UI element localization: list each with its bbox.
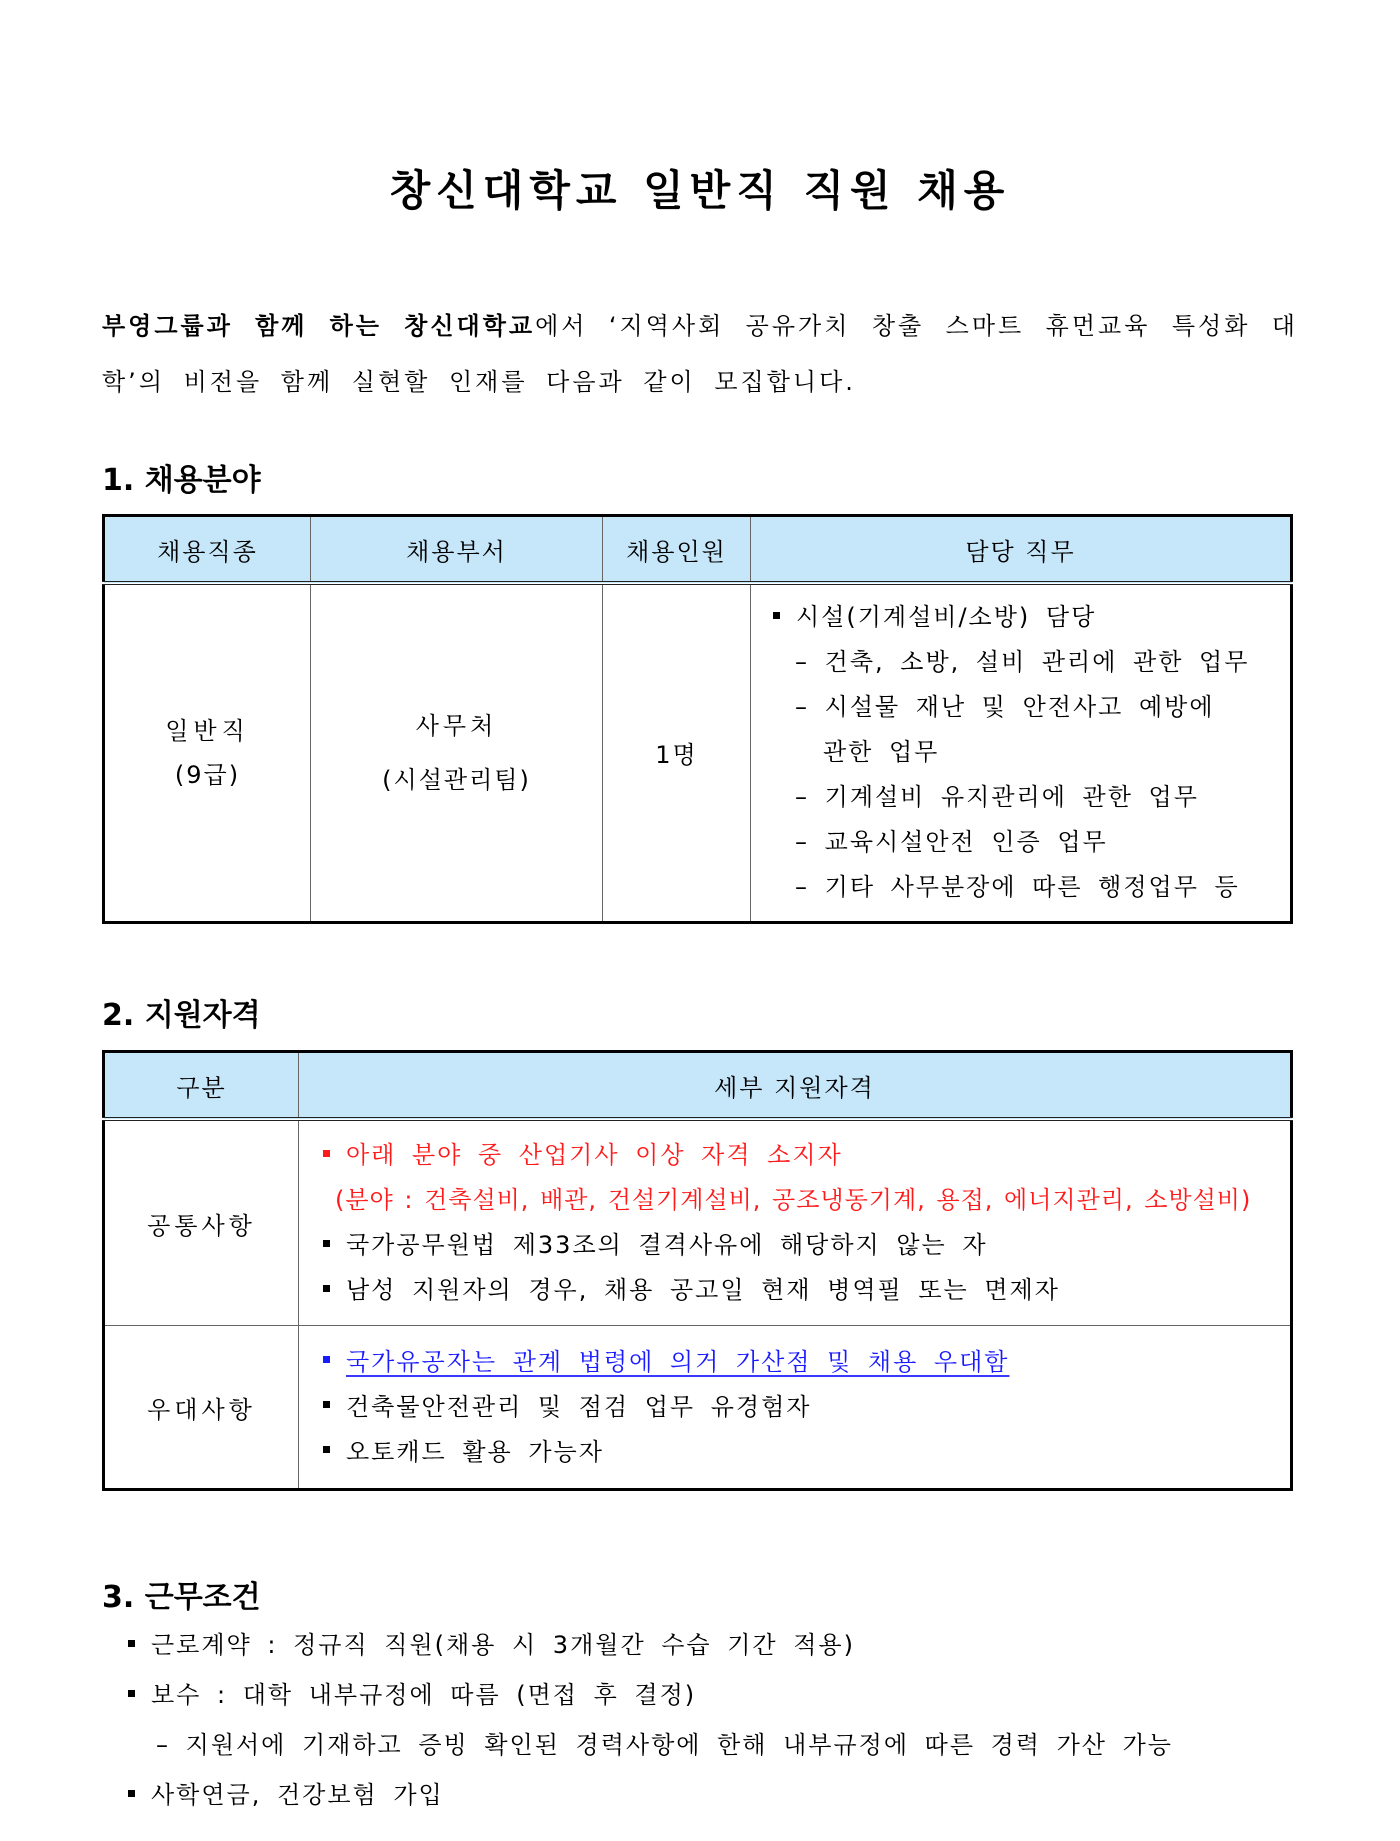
table-row — [104, 1119, 1292, 1326]
square-bullet-icon — [128, 1640, 135, 1647]
col-header-job-type: 채용직종 — [104, 516, 311, 584]
requirement-certificate: 아래 분야 중 산업기사 이상 자격 소지자 — [323, 1133, 1290, 1178]
cell-common-requirements — [299, 1119, 1292, 1326]
condition-salary-note: – 지원서에 기재하고 증빙 확인된 경력사항에 한해 내부규정에 따른 경력 가산 가능 — [156, 1731, 1173, 1759]
square-bullet-icon — [128, 1790, 135, 1797]
col-header-category: 구분 — [104, 1052, 299, 1120]
section-heading-working-conditions: 3. 근무조건 — [102, 1580, 261, 1615]
col-header-department: 채용부서 — [311, 516, 603, 584]
section-heading-recruitment-field: 1. 채용분야 — [102, 463, 261, 498]
cell-department — [311, 583, 603, 922]
section-heading-qualifications: 2. 지원자격 — [102, 998, 261, 1033]
intro-text: 에서 ‘지역사회 공유가치 창출 스마트 휴먼교육 특성화 대학’의 비전을 함께 실현할 인재를 다음과 같이 모집합니다. — [102, 312, 1298, 396]
preference-building-safety: 건축물안전관리 및 점검 업무 유경험자 — [323, 1385, 1290, 1430]
table-row — [104, 1326, 1292, 1490]
condition-salary: 보수 : 대학 내부규정에 따름 (면접 후 결정) — [128, 1670, 1173, 1720]
table-header-row — [104, 1052, 1292, 1120]
qualifications-table — [102, 1050, 1293, 1491]
square-bullet-icon — [323, 1401, 330, 1408]
square-bullet-icon — [773, 612, 780, 619]
square-bullet-icon — [323, 1446, 330, 1453]
col-header-headcount: 채용인원 — [603, 516, 751, 584]
condition-contract: 근로계약 : 정규직 직원(채용 시 3개월간 수습 기간 적용) — [128, 1620, 1173, 1670]
cell-category-common: 공통사항 — [104, 1119, 299, 1326]
duty-item: – 교육시설안전 인증 업무 — [795, 828, 1108, 857]
requirement-military-service: 남성 지원자의 경우, 채용 공고일 현재 병역필 또는 면제자 — [323, 1268, 1290, 1313]
cell-job-type — [104, 583, 311, 922]
duty-item-continued: 관한 업무 — [823, 738, 940, 767]
cell-category-preferred: 우대사항 — [104, 1326, 299, 1490]
department-team: (시설관리팀) — [382, 765, 531, 794]
requirement-fields-note: (분야 : 건축설비, 배관, 건설기계설비, 공조냉동기계, 용접, 에너지관리, 소방설비) — [335, 1186, 1252, 1214]
job-type-line: 일반직 — [165, 716, 250, 745]
square-bullet-icon — [323, 1356, 330, 1363]
preference-autocad: 오토캐드 활용 가능자 — [323, 1430, 1290, 1475]
table-header-row — [104, 516, 1292, 584]
duty-item: – 건축, 소방, 설비 관리에 관한 업무 — [795, 648, 1250, 677]
requirement-civil-service-law: 국가공무원법 제33조의 결격사유에 해당하지 않는 자 — [323, 1223, 1290, 1268]
square-bullet-icon — [323, 1240, 330, 1247]
duty-item: – 기타 사무분장에 따른 행정업무 등 — [795, 873, 1240, 902]
preference-veterans: 국가유공자는 관계 법령에 의거 가산점 및 채용 우대함 — [323, 1340, 1290, 1385]
cell-preferred-qualifications — [299, 1326, 1292, 1490]
document-title: 창신대학교 일반직 직원 채용 — [389, 166, 1011, 215]
job-type-grade: (9급) — [174, 760, 241, 789]
col-header-details: 세부 지원자격 — [299, 1052, 1292, 1120]
square-bullet-icon — [323, 1150, 330, 1157]
condition-insurance: 사학연금, 건강보험 가입 — [128, 1770, 1173, 1820]
department-name: 사무처 — [415, 711, 498, 740]
duty-item: – 기계설비 유지관리에 관한 업무 — [795, 783, 1199, 812]
duty-main: 시설(기계설비/소방) 담당 — [773, 595, 1290, 640]
recruitment-field-table — [102, 514, 1293, 924]
intro-paragraph — [102, 298, 1298, 410]
cell-duties — [751, 583, 1292, 922]
col-header-duties: 담당 직무 — [751, 516, 1292, 584]
square-bullet-icon — [128, 1690, 135, 1697]
intro-bold: 부영그룹과 함께 하는 창신대학교 — [102, 312, 536, 340]
table-row — [104, 583, 1292, 922]
working-conditions-list — [128, 1620, 1173, 1820]
square-bullet-icon — [323, 1285, 330, 1292]
cell-headcount: 1명 — [603, 583, 751, 922]
duty-item: – 시설물 재난 및 안전사고 예방에 — [795, 693, 1215, 722]
